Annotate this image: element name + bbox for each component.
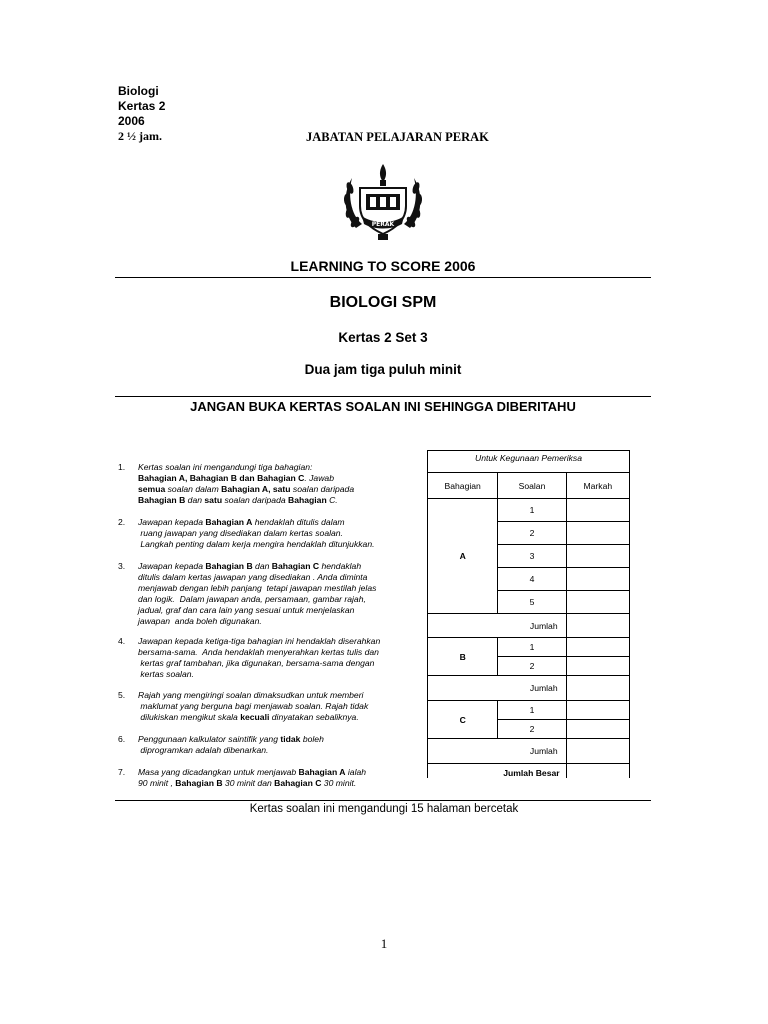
a-mark-5[interactable]	[566, 591, 629, 614]
instruction-text: Jawapan kepada ketiga-tiga bahagian ini hendaklah diserahkan bersama-sama. Anda hendaklah menyerahkan kertas tulis dan kertas graf tambahan, jika digunakan, bersama-sama dengan kertas soalan.	[138, 636, 381, 679]
a-question-5: 5	[498, 591, 566, 614]
section-c-label: C	[428, 701, 498, 739]
examiner-table	[427, 450, 630, 778]
jpn-perak-logo-icon	[338, 158, 428, 248]
b-question-1: 1	[498, 638, 566, 657]
instruction-2	[118, 517, 410, 550]
instruction-number: 3.	[118, 561, 126, 571]
instruction-text: Jawapan kepada Bahagian B dan Bahagian C hendaklah ditulis dalam kertas jawapan yang disediakan . Anda diminta menjawab dengan lebih panjang tetapi jawapan mestilah jelas dan logik. Dalam jawapan anda, persamaan, gambar rajah, jadual, graf dan cara lain yang sesuai untuk menjelaskan jawapan anda boleh digunakan.	[138, 561, 377, 626]
c-mark-1[interactable]	[566, 701, 629, 720]
examiner-table-caption: Untuk Kegunaan Pemeriksa	[428, 451, 630, 473]
instruction-number: 7.	[118, 767, 126, 777]
divider-2	[115, 396, 651, 397]
logo-ribbon-text: PERAK	[371, 221, 395, 228]
paper-header-info	[118, 84, 165, 144]
a-question-3: 3	[498, 545, 566, 568]
year-label: 2006	[118, 114, 145, 128]
instruction-number: 2.	[118, 517, 126, 527]
instruction-3	[118, 561, 410, 627]
a-mark-2[interactable]	[566, 522, 629, 545]
instruction-6	[118, 734, 410, 756]
subject-title: BIOLOGI SPM	[329, 294, 437, 311]
instruction-text: Jawapan kepada Bahagian A hendaklah ditulis dalam ruang jawapan yang disediakan dalam kertas soalan. Langkah penting dalam kerja mengira hendaklah ditunjukkan.	[138, 517, 375, 549]
instruction-text: Kertas soalan ini mengandungi tiga bahagian: Bahagian A, Bahagian B dan Bahagian C. Jawab semua soalan dalam Bahagian A, satu soalan daripada Bahagian B dan satu soalan daripada Bahagian C.	[138, 462, 355, 505]
instruction-number: 6.	[118, 734, 126, 744]
program-title: LEARNING TO SCORE 2006	[290, 258, 476, 274]
grand-total-label: Jumlah Besar	[428, 764, 567, 778]
col-header-soalan: Soalan	[498, 473, 566, 499]
instruction-5	[118, 690, 410, 723]
instruction-7	[118, 767, 410, 789]
instruction-1	[118, 462, 410, 506]
grand-total-mark[interactable]	[566, 764, 629, 778]
section-b-label: B	[428, 638, 498, 676]
a-total-mark[interactable]	[566, 614, 629, 638]
instruction-number: 5.	[118, 690, 126, 700]
c-mark-2[interactable]	[566, 720, 629, 739]
paper-label: Kertas 2	[118, 99, 166, 113]
a-question-1: 1	[498, 499, 566, 522]
section-a-label: A	[428, 499, 498, 614]
a-question-4: 4	[498, 568, 566, 591]
duration-words-title: Dua jam tiga puluh minit	[304, 362, 462, 377]
paper-set-title: Kertas 2 Set 3	[338, 330, 428, 345]
a-question-2: 2	[498, 522, 566, 545]
b-question-2: 2	[498, 657, 566, 676]
b-mark-2[interactable]	[566, 657, 629, 676]
instruction-number: 4.	[118, 636, 126, 646]
divider-1	[115, 277, 651, 278]
warning-title: JANGAN BUKA KERTAS SOALAN INI SEHINGGA DIBERITAHU	[190, 399, 576, 414]
col-header-markah: Markah	[566, 473, 629, 499]
instruction-text: Rajah yang mengiringi soalan dimaksudkan untuk memberi maklumat yang berguna bagi menjawab soalan. Rajah tidak dilukiskan mengikut skala kecuali dinyatakan sebaliknya.	[138, 690, 369, 722]
instruction-4	[118, 636, 410, 680]
divider-3	[115, 800, 651, 801]
c-question-2: 2	[498, 720, 566, 739]
subject-label: Biologi	[118, 84, 159, 98]
b-total-mark[interactable]	[566, 676, 629, 701]
page-number: 1	[380, 936, 388, 951]
instruction-text: Masa yang dicadangkan untuk menjawab Bahagian A ialah 90 minit , Bahagian B 30 minit dan Bahagian C 30 minit.	[138, 767, 367, 788]
instruction-text: Penggunaan kalkulator saintifik yang tidak boleh diprogramkan adalah dibenarkan.	[138, 734, 324, 755]
col-header-bahagian: Bahagian	[428, 473, 498, 499]
department-name: JABATAN PELAJARAN PERAK	[306, 130, 489, 144]
b-mark-1[interactable]	[566, 638, 629, 657]
b-total-label: Jumlah	[428, 676, 567, 701]
a-mark-1[interactable]	[566, 499, 629, 522]
a-mark-3[interactable]	[566, 545, 629, 568]
a-total-label: Jumlah	[428, 614, 567, 638]
duration-label: 2 ½ jam.	[118, 129, 162, 143]
a-mark-4[interactable]	[566, 568, 629, 591]
c-question-1: 1	[498, 701, 566, 720]
c-total-label: Jumlah	[428, 739, 567, 764]
c-total-mark[interactable]	[566, 739, 629, 764]
instruction-number: 1.	[118, 462, 126, 472]
pages-note: Kertas soalan ini mengandungi 15 halaman bercetak	[249, 803, 519, 815]
